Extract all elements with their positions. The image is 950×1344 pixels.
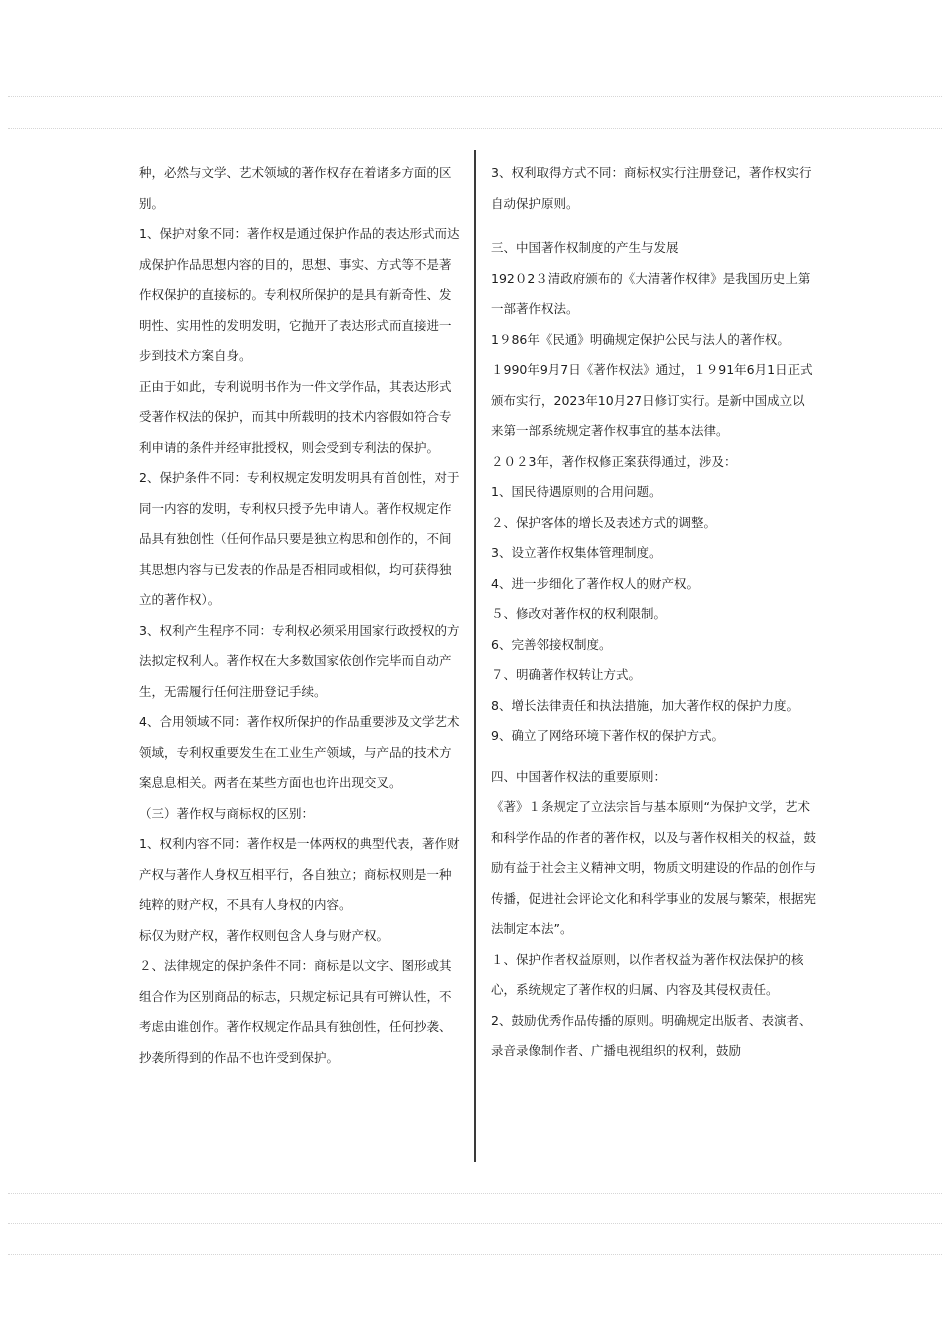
list-item: 1、国民待遇原则的合用问题。 bbox=[491, 484, 662, 499]
section-heading: 三、中国著作权制度的产生与发展 bbox=[491, 240, 679, 255]
paragraph: 2、保护条件不同：专利权规定发明发明具有首创性，对于同一内容的发明，专利权只授予先申请人。著作权规定作品具有独创性（任何作品只要是独立构思和创作的，不间其思想内容与已发表的作品是否相同或相似，均可获得独立的著作权）。 bbox=[139, 470, 460, 607]
paragraph: 192０2３清政府颁布的《大清著作权律》是我国历史上第一部著作权法。 bbox=[491, 270, 811, 316]
dotted-line bbox=[8, 128, 942, 129]
list-item: 3、设立著作权集体管理制度。 bbox=[491, 545, 662, 560]
paragraph: 3、权利产生程序不同：专利权必须采用国家行政授权的方法拟定权利人。著作权在大多数国家依创作完毕而自动产生，无需履行任何注册登记手续。 bbox=[139, 622, 460, 699]
list-item: 9、确立了网络环境下著作权的保护方式。 bbox=[491, 728, 724, 743]
paragraph: 标仅为财产权，著作权则包含人身与财产权。 bbox=[139, 927, 390, 943]
paragraph: 4、合用领域不同：著作权所保护的作品重要涉及文学艺术领域，专利权重要发生在工业生产领域，与产品的技术方案息息相关。两者在某些方面也也许出现交叉。 bbox=[139, 714, 460, 790]
paragraph: 1、保护对象不同：著作权是通过保护作品的表达形式而达成保护作品思想内容的目的，思想、事实、方式等不是著作权保护的直接标的。专利权所保护的是具有新奇性、发明性、实用性的发明发明，它抛开了表达形式而直接进一步到技术方案自身。 bbox=[139, 226, 460, 363]
list-item: 4、进一步细化了著作权人的财产权。 bbox=[491, 575, 699, 591]
section-heading: 四、中国著作权法的重要原则： bbox=[491, 768, 667, 784]
list-item: 6、完善邻接权制度。 bbox=[491, 636, 612, 652]
paragraph: １、保护作者权益原则，以作者权益为著作权法保护的核心，系统规定了著作权的归属、内容及其侵权责任。 bbox=[491, 951, 804, 997]
paragraph: １990年9月7日《著作权法》通过，１９91年6月1日正式颁布实行，2023年10月27日修订实行。是新中国成立以来第一部系统规定著作权事宜的基本法律。 bbox=[491, 362, 813, 438]
paragraph: 3、权利取得方式不同：商标权实行注册登记，著作权实行自动保护原则。 bbox=[491, 165, 812, 211]
right-column bbox=[491, 158, 816, 1067]
paragraph: 种，必然与文学、艺术领域的著作权存在着诸多方面的区别。 bbox=[139, 165, 452, 211]
paragraph: 正由于如此，专利说明书作为一件文学作品，其表达形式受著作权法的保护，而其中所载明的技术内容假如符合专利申请的条件并经审批授权，则会受到专利法的保护。 bbox=[139, 378, 452, 455]
dotted-line bbox=[8, 96, 942, 97]
paragraph: 1９86年《民通》明确规定保护公民与法人的著作权。 bbox=[491, 331, 790, 347]
paragraph: ２０２3年，著作权修正案获得通过，涉及： bbox=[491, 453, 737, 469]
column-divider bbox=[474, 150, 476, 1162]
list-item: ５、修改对著作权的权利限制。 bbox=[491, 606, 667, 621]
dotted-line bbox=[8, 1193, 942, 1194]
dotted-line bbox=[8, 1223, 942, 1224]
list-item: 8、增长法律责任和执法措施，加大著作权的保护力度。 bbox=[491, 697, 799, 713]
dotted-line bbox=[8, 1254, 942, 1255]
paragraph: 1、权利内容不同：著作权是一体两权的典型代表，著作财产权与著作人身权互相平行，各自独立；商标权则是一种纯粹的财产权，不具有人身权的内容。 bbox=[139, 836, 460, 912]
paragraph: 2、鼓励优秀作品传播的原则。明确规定出版者、表演者、录音录像制作者、广播电视组织的权利，鼓励 bbox=[491, 1012, 812, 1058]
list-item: ２、保护客体的增长及表述方式的调整。 bbox=[491, 514, 717, 530]
list-item: ７、明确著作权转让方式。 bbox=[491, 667, 642, 682]
section-heading: （三）著作权与商标权的区别： bbox=[139, 805, 315, 821]
left-column bbox=[139, 158, 462, 1073]
paragraph: 《著》１条规定了立法宗旨与基本原则“为保护文学，艺术和科学作品的作者的著作权，以及与著作权相关的权益，鼓励有益于社会主义精神文明，物质文明建设的作品的创作与传播，促进社会评论文化和科学事业的发展与繁荣，根据宪法制定本法”。 bbox=[491, 799, 817, 936]
paragraph: ２、法律规定的保护条件不同：商标是以文字、图形或其组合作为区别商品的标志，只规定标记具有可辨认性，不考虑由谁创作。著作权规定作品具有独创性，任何抄袭、抄袭所得到的作品不也许受到保护。 bbox=[139, 958, 452, 1065]
